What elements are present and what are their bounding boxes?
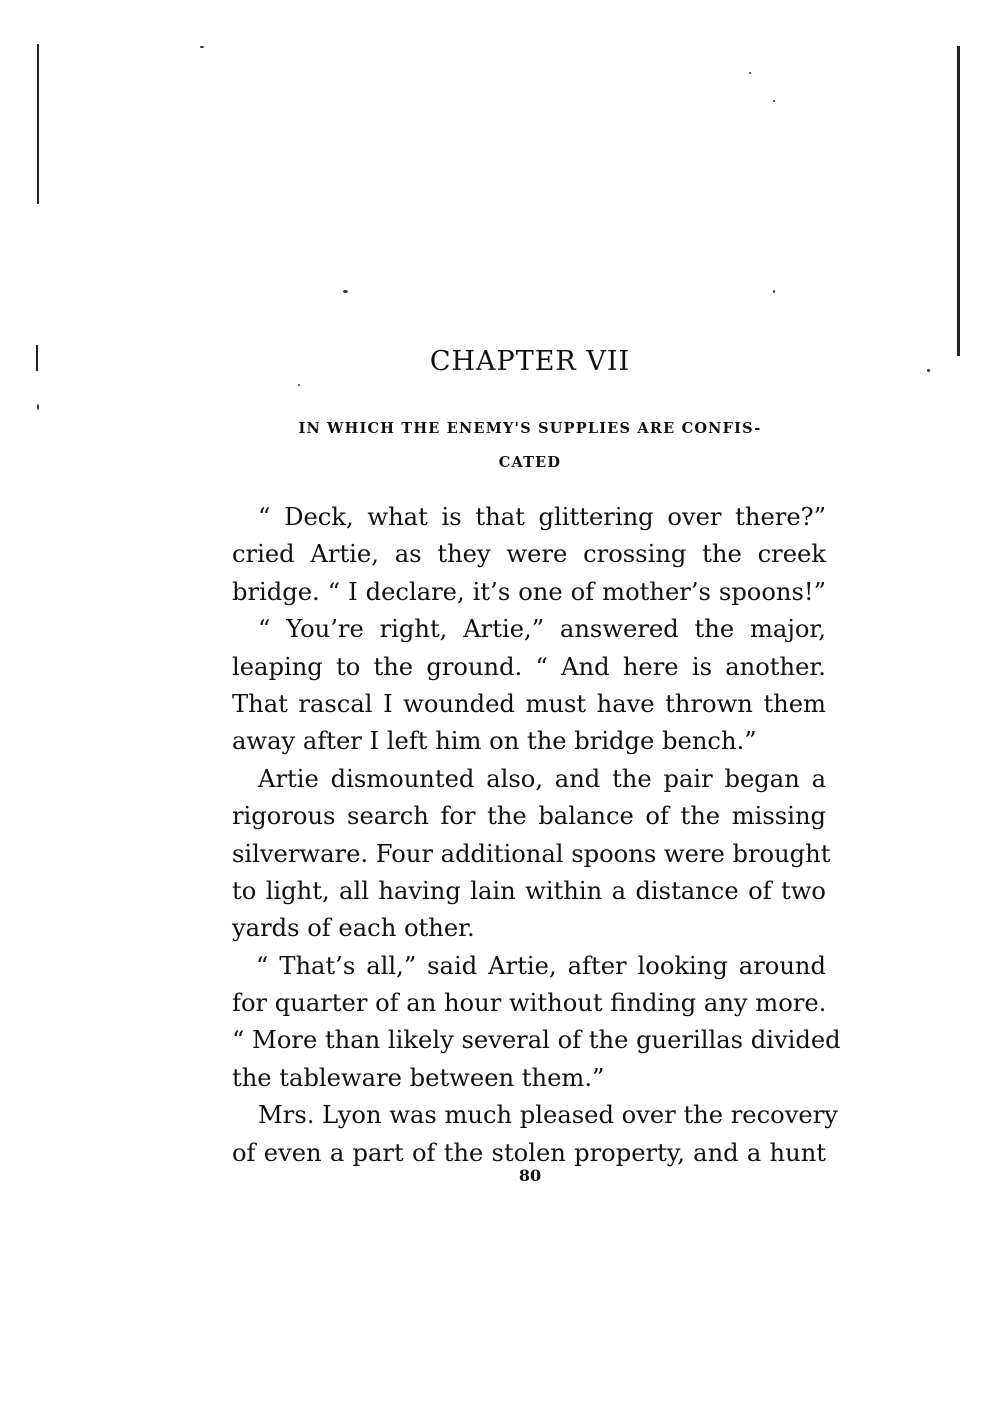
text-line: the tableware between them.” (232, 1063, 605, 1092)
chapter-subtitle-line: IN WHICH THE ENEMY'S SUPPLIES ARE CONFIS- (298, 420, 762, 437)
text-line: away after I left him on the bridge bench.” (232, 727, 757, 756)
text-line: “ More than likely several of the guerillas divided (232, 1026, 841, 1055)
scan-speck (749, 72, 751, 74)
text-line: bridge. “ I declare, it’s one of mother’s spoons!” (232, 577, 826, 606)
scan-edge-left (37, 44, 39, 204)
text-line: yards of each other. (232, 914, 475, 943)
text-line: rigorous search for the balance of the missing (232, 802, 826, 831)
scan-speck (927, 369, 930, 372)
text-line: “ Deck, what is that glittering over there?” (258, 503, 826, 531)
text-line: Mrs. Lyon was much pleased over the recovery (258, 1101, 838, 1130)
chapter-subtitle-line: CATED (498, 454, 562, 471)
text-line: to light, all having lain within a distance of two (232, 876, 826, 905)
scan-speck (37, 404, 39, 410)
text-line: leaping to the ground. “ And here is another. (232, 652, 826, 681)
page-number: 80 (518, 1166, 542, 1185)
scan-speck (200, 46, 204, 48)
scan-edge-left-lower (36, 345, 38, 371)
chapter-title: CHAPTER VII (429, 346, 631, 377)
scan-speck (773, 290, 775, 293)
text-line: of even a part of the stolen property, and a hunt (232, 1138, 826, 1167)
text-line: cried Artie, as they were crossing the creek (232, 540, 826, 569)
text-line: for quarter of an hour without finding any more. (232, 989, 827, 1018)
text-line: “ That’s all,” said Artie, after looking around (256, 951, 826, 980)
text-line: silverware. Four additional spoons were brought (232, 839, 831, 868)
text-line: “ You’re right, Artie,” answered the major, (258, 615, 826, 644)
scan-speck (298, 384, 300, 386)
scan-speck (343, 290, 348, 293)
text-line: Artie dismounted also, and the pair began a (258, 764, 826, 793)
chapter-subtitle (232, 412, 828, 480)
scan-edge-right (957, 46, 960, 356)
chapter-body-text (232, 499, 841, 1172)
text-line: That rascal I wounded must have thrown them (232, 689, 826, 718)
scan-speck (773, 100, 775, 102)
